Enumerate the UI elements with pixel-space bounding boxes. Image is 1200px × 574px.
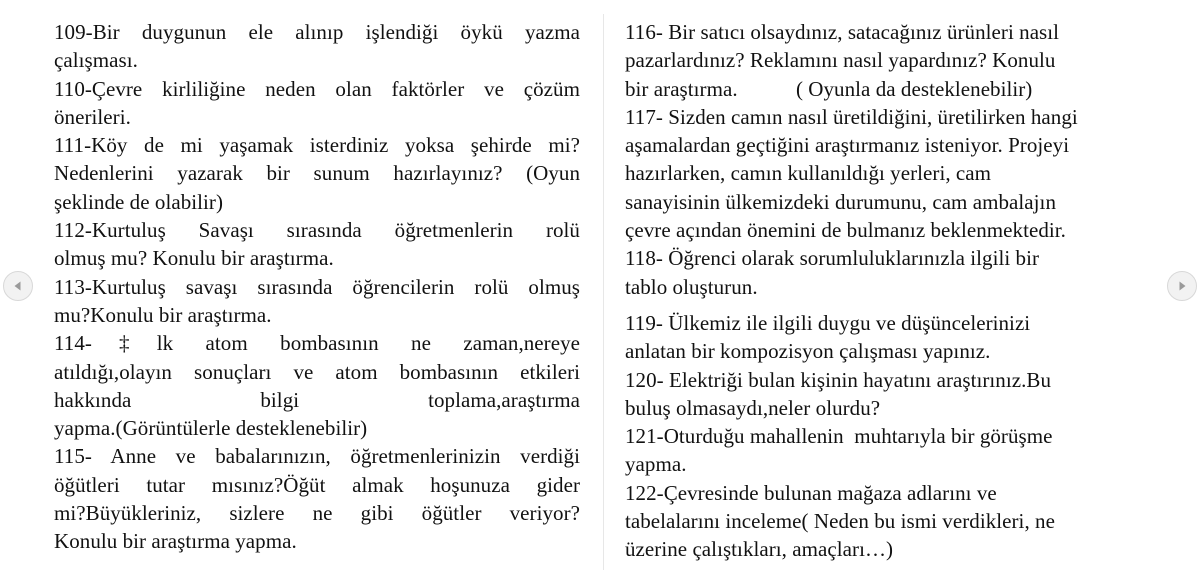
list-item-118 [625,244,1155,301]
text-line: buluş olmasaydı,neler olurdu? [625,395,881,420]
previous-page-button[interactable] [3,271,33,301]
text-line: öğütleri tutar mısınız?Öğüt almak hoşunuza gider [54,472,580,497]
text-line: 114-‡lk atom bombasının ne zaman,nereye [54,331,580,356]
list-item-120 [625,366,1155,423]
list-item-116 [625,18,1155,103]
text-line: 117- Sizden camın nasıl üretildiğini, üretilirken hangi [625,104,1078,129]
text-line: 115- Anne ve babalarınızın, öğretmenlerinizin verdiği [54,444,580,469]
text-line: tabelalarını inceleme( Neden bu ismi verdikleri, ne [625,509,1055,534]
list-item-115 [54,442,580,555]
text-line: şeklinde de olabilir) [54,189,223,214]
text-line: 121-Oturduğu mahallenin muhtarıyla bir görüşme [625,424,1053,449]
text-line: 122-Çevresinde bulunan mağaza adlarını ve [625,480,997,505]
text-line: önerileri. [54,104,131,129]
text-line: hazırlarken, camın kullanıldığı yerleri, cam [625,161,992,186]
text-line: çalışması. [54,48,138,73]
text-line: çevre açından önemini de bulmanız beklenmektedir. [625,218,1066,243]
text-line: aşamalardan geçtiğini araştırmanız isteniyor. Projeyi [625,133,1070,158]
text-line: olmuş mu? Konulu bir araştırma. [54,246,334,271]
text-line: 116- Bir satıcı olsaydınız, satacağınız ürünleri nasıl [625,20,1060,44]
text-line: tablo oluşturun. [625,274,758,299]
text-line: Konulu bir araştırma yapma. [54,529,297,554]
text-line: hakkında bilgi toplama,araştırma [54,387,580,412]
list-item-121 [625,422,1155,479]
text-line: Nedenlerini yazarak bir sunum hazırlayınız? (Oyun [54,161,580,186]
chevron-left-icon [12,280,24,292]
list-item-112 [54,216,580,273]
chevron-right-icon [1176,280,1188,292]
text-line: 113-Kurtuluş savaşı sırasında öğrencilerin rolü olmuş [54,274,580,299]
text-line: yapma.(Görüntülerle desteklenebilir) [54,416,368,441]
list-item-110 [54,75,580,132]
list-item-117 [625,103,1155,244]
text-line: atıldığı,olayın sonuçları ve atom bombasının etkileri [54,359,580,384]
text-line: mi?Büyükleriniz, sizlere ne gibi öğütler veriyor? [54,501,580,526]
paragraph-gap [625,301,1155,309]
text-line: 120- Elektriği bulan kişinin hayatını araştırınız.Bu [625,367,1052,392]
list-item-111 [54,131,580,216]
text-line: 118- Öğrenci olarak sorumluluklarınızla ilgili bir [625,246,1040,271]
list-item-114 [54,329,580,442]
text-line: mu?Konulu bir araştırma. [54,302,272,327]
list-item-113 [54,273,580,330]
list-item-119 [625,309,1155,366]
left-column [54,18,580,556]
text-line: 111-Köy de mi yaşamak isterdiniz yoksa şehirde mi? [54,133,580,158]
text-line: 109-Bir duygunun ele alınıp işlendiği öykü yazma [54,20,580,44]
text-line: 119- Ülkemiz ile ilgili duygu ve düşüncelerinizi [625,310,1031,335]
text-line: bir araştırma. ( Oyunla da desteklenebilir) [625,76,1033,101]
next-page-button[interactable] [1167,271,1197,301]
text-line: sanayisinin ülkemizdeki durumunu, cam ambalajın [625,189,1056,214]
text-line: pazarlardınız? Reklamını nasıl yapardınız? Konulu [625,48,1056,73]
text-line: üzerine çalıştıkları, amaçları…) [625,537,894,562]
list-item-109 [54,18,580,75]
text-line: anlatan bir kompozisyon çalışması yapınız. [625,339,991,364]
text-line: 110-Çevre kirliliğine neden olan faktörler ve çözüm [54,76,580,101]
text-line: 112-Kurtuluş Savaşı sırasında öğretmenlerin rolü [54,218,580,243]
column-divider [603,14,604,570]
right-column [625,18,1155,564]
list-item-122 [625,479,1155,564]
text-line: yapma. [625,452,687,477]
